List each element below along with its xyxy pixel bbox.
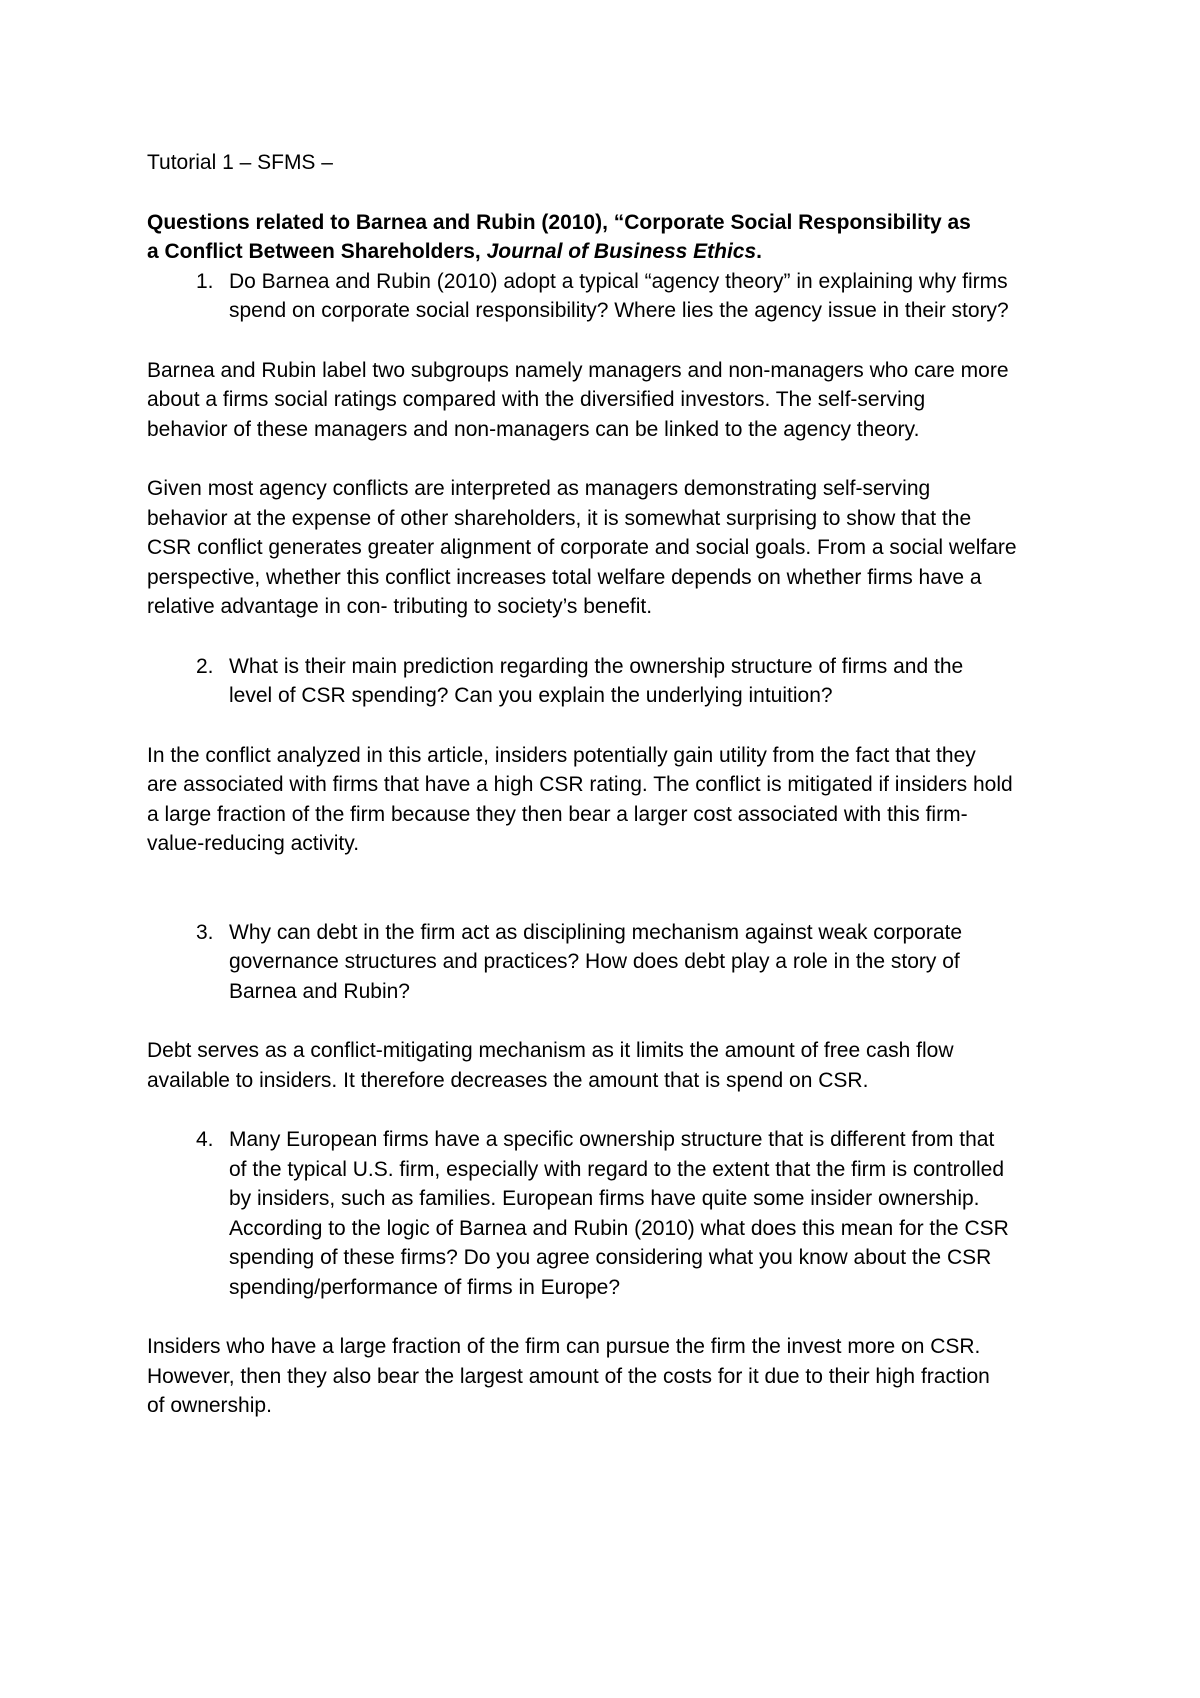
question-1-number: 1. [196, 269, 214, 293]
answer-line: CSR conflict generates greater alignment of corporate and social goals. From a social welfare [147, 536, 1017, 559]
question-1 [147, 267, 1067, 326]
question-4-line: of the typical U.S. firm, especially with regard to the extent that the firm is controlled [229, 1157, 1005, 1181]
answer-line: relative advantage in con- tributing to society’s benefit. [147, 595, 653, 618]
answer-line: However, then they also bear the largest amount of the costs for it due to their high fraction [147, 1364, 990, 1388]
answer-4 [147, 1332, 1067, 1421]
answer-line: of ownership. [147, 1394, 272, 1417]
answer-1-paragraph-1 [147, 356, 1067, 445]
answer-1-paragraph-2 [147, 474, 1067, 622]
document-page [147, 148, 1067, 1421]
answer-line: perspective, whether this conflict increases total welfare depends on whether firms have a [147, 565, 982, 589]
question-4-line: spending of these firms? Do you agree considering what you know about the CSR [229, 1246, 992, 1269]
answer-line: about a firms social ratings compared with the diversified investors. The self-serving [147, 388, 926, 411]
heading-line-2-suffix: . [756, 240, 763, 263]
question-1-line: spend on corporate social responsibility? Where lies the agency issue in their story? [229, 299, 1009, 322]
question-2-number: 2. [196, 654, 214, 678]
heading-line-2 [147, 237, 1067, 267]
question-3-number: 3. [196, 920, 214, 944]
question-2-line: What is their main prediction regarding the ownership structure of firms and the [229, 654, 964, 678]
question-4-line: Many European firms have a specific ownership structure that is different from that [229, 1128, 995, 1151]
answer-3 [147, 1036, 1067, 1095]
answer-line: Insiders who have a large fraction of the firm can pursue the firm the invest more on CSR. [147, 1335, 981, 1358]
heading-line-2-prefix: a Conflict Between Shareholders, [147, 240, 487, 263]
answer-line: value-reducing activity. [147, 832, 360, 855]
question-3 [147, 918, 1067, 1007]
question-4-number: 4. [196, 1128, 214, 1151]
answer-line: available to insiders. It therefore decreases the amount that is spend on CSR. [147, 1068, 869, 1092]
question-4-line: spending/performance of firms in Europe? [229, 1275, 621, 1299]
answer-line: Given most agency conflicts are interpreted as managers demonstrating self-serving [147, 477, 931, 500]
document-title: Tutorial 1 – SFMS – [147, 151, 333, 174]
question-4-line: According to the logic of Barnea and Rubin (2010) what does this mean for the CSR [229, 1216, 1009, 1240]
answer-line: Barnea and Rubin label two subgroups namely managers and non-managers who care more [147, 358, 1009, 382]
question-3-line: Why can debt in the firm act as disciplining mechanism against weak corporate [229, 920, 963, 944]
question-4-line: by insiders, such as families. European firms have quite some insider ownership. [229, 1187, 980, 1210]
question-1-line: Do Barnea and Rubin (2010) adopt a typical “agency theory” in explaining why firms [229, 269, 1008, 293]
answer-2 [147, 741, 1067, 859]
answer-line: Debt serves as a conflict-mitigating mechanism as it limits the amount of free cash flow [147, 1039, 954, 1062]
journal-name: Journal of Business Ethics [486, 240, 757, 263]
answer-line: behavior of these managers and non-managers can be linked to the agency theory. [147, 417, 920, 441]
question-3-line: governance structures and practices? How does debt play a role in the story of [229, 950, 960, 973]
question-3-line: Barnea and Rubin? [229, 979, 410, 1003]
document-heading [147, 208, 1067, 267]
question-2 [147, 652, 1067, 711]
answer-line: are associated with firms that have a high CSR rating. The conflict is mitigated if insiders hold [147, 773, 1013, 796]
answer-line: In the conflict analyzed in this article, insiders potentially gain utility from the fact that they [147, 743, 976, 767]
answer-line: a large fraction of the firm because they then bear a larger cost associated with this firm- [147, 802, 968, 826]
heading-line-1: Questions related to Barnea and Rubin (2010), “Corporate Social Responsibility as [147, 210, 971, 234]
question-4 [147, 1125, 1067, 1302]
question-2-line: level of CSR spending? Can you explain the underlying intuition? [229, 684, 833, 707]
answer-line: behavior at the expense of other shareholders, it is somewhat surprising to show that the [147, 506, 972, 530]
